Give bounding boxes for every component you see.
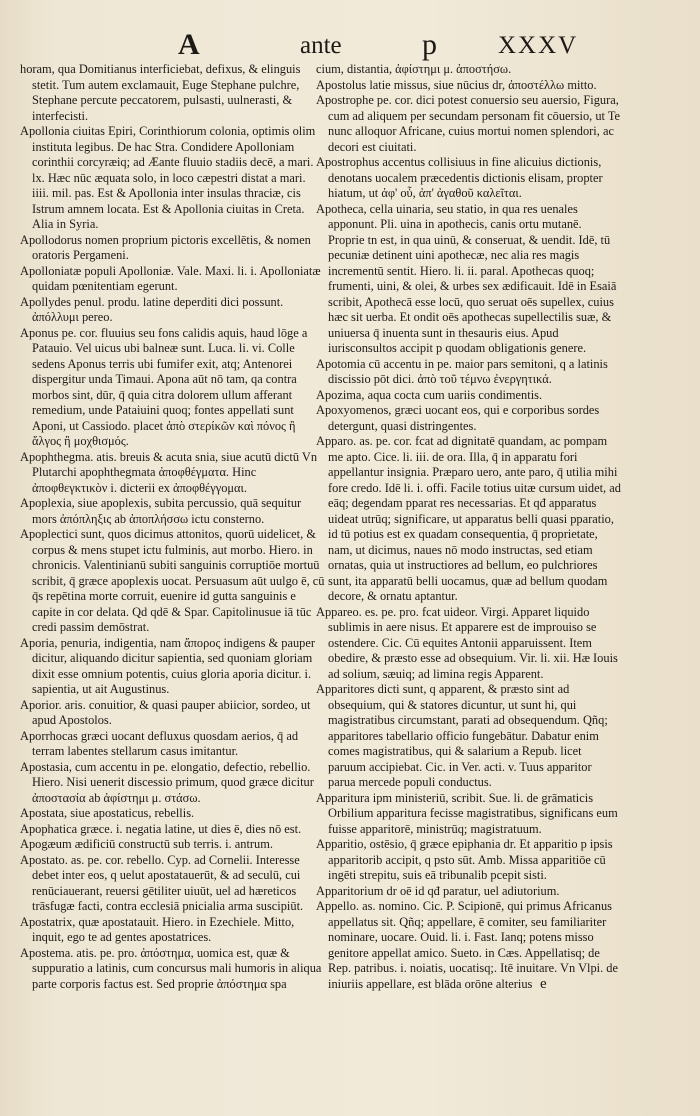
dictionary-entry: Apostato. as. pe. cor. rebello. Cyp. ad Cornelii. Interesse debet inter eos, q uelut apostatauerūt, & ad seculū, cui renūciauerant, reuersi gētiliter uiuūt, uel ad hæreticos trāsfugæ facti, contra ecclesiā pnicialia arma suscipiūt.	[20, 852, 304, 913]
dictionary-entry: Apogæum ædificiū constructū sub terris. i. antrum.	[20, 837, 273, 851]
dictionary-entry: Apostolus latie missus, siue nūcius dr, ἀποστέλλω mitto.	[316, 77, 597, 92]
header-letter-right: p	[422, 28, 437, 61]
header-letter-left: A	[178, 28, 200, 61]
dictionary-entry: Apostatrix, quæ apostatauit. Hiero. in Ezechiele. Mitto, inquit, ego te ad gentes apostatrices.	[20, 914, 295, 944]
right-column	[316, 62, 621, 992]
left-column	[20, 62, 325, 992]
dictionary-entry: Apollodorus nomen proprium pictoris excellētis, & nomen oratoris Pergameni.	[20, 232, 311, 262]
folio-number: XXXV	[498, 32, 579, 59]
dictionary-entry: Apparitores dicti sunt, q apparent, & præsto sint ad obsequium, qui & statores dicuntur, ut sunt hi, qui magistratibus circumstant, parati ad obsequendum. Qñq; apparitores tabellario officio fungebātur. Dabatur enim comes magistratibus, qui & salarium a Repub. licet paruum accipiebat. Cic. in Ver. acti. v. Tuus apparitor parua mercede populi conductus.	[316, 682, 608, 789]
dictionary-entry: Apostrophe pe. cor. dici potest conuersio seu auersio, Figura, cum ad aliquem per secundam personam fit cōuersio, ut Te nunc alloquor Africane, cuius mortui nomen splendori, ac decori est ciuitati.	[316, 93, 621, 154]
dictionary-entry: Apostema. atis. pe. pro. ἀπόστημα, uomica est, quæ & suppuratio a latinis, cum concursus mali humoris in aliqua parte corporis factus est. Sed proprie ἀπόστημα spa	[20, 945, 322, 991]
dictionary-entry: Apollydes penul. produ. latine deperditi dici possunt. ἀπόλλυμι pereo.	[20, 294, 284, 324]
dictionary-entry: horam, qua Domitianus interficiebat, defixus, & elinguis stetit. Tum autem exclamauit, Euge Stephane pulchre, Stephane percute peccatorem, pulsasti, uulnerasti, & interfecisti.	[20, 62, 301, 123]
dictionary-entry: Appareo. es. pe. pro. fcat uideor. Virgi. Apparet liquido sublimis in aere nisus. Et apparere est de improuiso se ostendere. Cic. Cū equites Antonii apparuissent. Item obedire, & præsto esse ad obsequium. Vir. li. xii. Hæ Iouis ad solium, sæuiq; ad limina regis Apparent.	[316, 604, 618, 681]
dictionary-entry: Apparitura ipm ministeriū, scribit. Sue. li. de grāmaticis Orbilium apparitura fecisse magistratibus, significans eum fuisse apparitorē, ministrūq; magistratuum.	[316, 790, 618, 836]
dictionary-entry: Aporior. aris. conuitior, & quasi pauper abiicior, sordeo, ut apud Apostolos.	[20, 697, 311, 727]
dictionary-entry: Apoxyomenos, græci uocant eos, qui e corporibus sordes detergunt, quasi distringentes.	[316, 403, 600, 433]
header-word: ante	[300, 32, 342, 59]
dictionary-entry: Apotomia cū accentu in pe. maior pars semitoni, q a latinis discissio pōt dici. ἀπὸ τοῦ τέμνω ἐνεργητικά.	[316, 356, 608, 386]
dictionary-entry: Apostrophus accentus collisiuus in fine alicuius dictionis, denotans uocalem præcedentis dictionis elisam, propter hiatum, ut ἀφ' οὗ, ἀπ' ἀγαθοῦ καλεῖται.	[316, 155, 603, 200]
dictionary-entry: Apolloniatæ populi Apolloniæ. Vale. Maxi. li. i. Apolloniatæ quidam pœnitentiam egerunt.	[20, 263, 321, 293]
dictionary-entry: Apophatica græce. i. negatia latine, ut dies ē, dies nō est.	[20, 821, 302, 836]
dictionary-entry: cium, distantia, ἀφίστημι μ. ἀποστήσω.	[316, 62, 512, 76]
dictionary-entry: Apostasia, cum accentu in pe. elongatio, defectio, rebellio. Hiero. Nisi uenerit discessio primum, quod græce dicitur ἀποστασία ab ἀφίστημι μ. στάσω.	[20, 759, 314, 805]
dictionary-entry: Appello. as. nomino. Cic. P. Scipionē, qui primus Africanus appellatus sit. Qñq; appellare, ē comiter, seu familiariter nominare, uocare. Ouid. li. i. Fast. Ianq; potens misso genitore appellat amico. Sueto. in Cæs. Appellatisq; de Rep. patribus. i. noiatis, uocatisq;. Itē inuitare. Vn Vlpi. de iniuriis appellare, est blāda orōne alterius	[316, 899, 618, 991]
dictionary-entry: Apoplexia, siue apoplexis, subita percussio, quā sequitur mors ἀπόπληξις ab ἀποπλήσσω ictu consterno.	[20, 496, 302, 526]
dictionary-entry: Apoplectici sunt, quos dicimus attonitos, quorū uidelicet, & corpus & mens stupet ictu fulminis, aut morbo. Hiero. in chronicis. Valentinianū subiti sanguinis corruptiōe mortuū scribit, q̄ græce apoplexis uocat. Persuasum aūt uulgo ē, cū q̄s repētina morte corruit, euenire id gutta sanguinis e capite in cor delata. Qd qdē & Spar. Capitolinusue iā tūc credi passim demōstrat.	[20, 527, 325, 634]
catchword: e	[540, 976, 547, 992]
dictionary-entry: Aponus pe. cor. fluuius seu fons calidis aquis, haud lōge a Patauio. Vel uicus ubi balneæ sunt. Luca. li. vi. Colle sedens Aponus terris ubi fumifer exit, atq; Antenorei dispergitur unda Timaui. Apona aūt nō tam, qa contra morbos sint, dūr, q̄ quia citra dolorem ullum afferant remedium, unde Pataiuini quoq; fontes appellati sunt Aponi, ut Cassiodo. placet ἀπὸ στερίκῶν καὶ πόνος ἢ ἄλγος ἢ μοχθισμός.	[20, 325, 308, 448]
dictionary-entry: Aporia, penuria, indigentia, nam ἄπορος indigens & pauper dicitur, aliquando dicitur sapientia, sed quoniam gloriam dixit esse omnium potentis, cuius gloria aporia dicitur. i. sapientia, ut ait Augustinus.	[20, 635, 315, 696]
dictionary-entry: Apotheca, cella uinaria, seu statio, in qua res uenales apponunt. Pli. uina in apothecis, canis ortu mutanē. Proprie tn est, in qua uinū, & conseruat, & uendit. Idē, tū pecuniæ detinent uini apothecæ, nec alia res magis incrementū sentit. Hiero. li. ii. paral. Apothecas quoq; frumenti, uini, & olei, & urbes sex ædificauit. Idē in Esaiā scribit, Apothecā esse locū, quo seruat oēs supellex, cuius hæc sit uerba. Et ondit oēs apothecas supellectilis suæ, & uniuersa q̄ inuenta sunt in thesauris eius. Apud iurisconsultos accipit p quodam obligationis genere.	[316, 201, 617, 355]
dictionary-entry: Apostata, siue apostaticus, rebellis.	[20, 806, 195, 820]
dictionary-entry: Aporrhocas græci uocant defluxus quosdam aerios, q̄ ad terram labentes stellarum casus imitantur.	[20, 728, 299, 758]
dictionary-entry: Apozima, aqua cocta cum uariis condimentis.	[316, 387, 543, 402]
dictionary-entry: Apollonia ciuitas Epiri, Corinthiorum colonia, optimis olim instituta legibus. De hac Stra. Condidere Apolloniam corinthii corcyræiq; ad Æante fluuio stadiis decē, a mari. lx. Hæc nūc æquata solo, in loco cæpestri distat a mari. iiii. mil. pas. Est & Apollonia inter insulas thraciæ, cis Istrum amnem locata. Est & Apollonia ciuitas in Creta. Alia in Syria.	[20, 124, 316, 231]
dictionary-entry: Apparo. as. pe. cor. fcat ad dignitatē quandam, ac pompam me apto. Cice. li. iii. de ora. Illa, q̄ in apparatu fori appellantur insignia. Præparo uero, ante paro, q̄ utilia mihi fore credo. Idē li. i. offi. Facile totius uitæ cursum uidet, ad eāq; degendam pparat res necessarias. Et qđ apparatus uideat utrūq; significare, ut apparatus belli quasi pparatio, id tū potius est ex quadam consequentia, q̄ proprietate, nam, ut dicimus, naues nō modo instructas, sed etiam ornatas, quia ut instructiores ad bellum, eo pulchriores sunt, ita apparatū belli uocamus, quæ ad bellum quodam decore, & ornatu aptantur.	[316, 434, 621, 603]
dictionary-entry: Apophthegma. atis. breuis & acuta snia, siue acutū dictū Vn Plutarchi apophthegmata ἀποφθέγματα. Hinc ἀποφθεγκτικὸν i. dicterii ex ἀποφθέγγομαι.	[20, 449, 318, 495]
dictionary-entry: Apparitio, ostēsio, q̄ græce epiphania dr. Et apparitio p ipsis apparitorib accipit, q psto sūt. Amb. Missa apparitiōe cū ingēti strepitu, suis eā tribunalib pcepit sisti.	[316, 837, 613, 882]
dictionary-entry: Apparitorium dr oē id qđ paratur, uel adiutorium.	[316, 883, 560, 898]
